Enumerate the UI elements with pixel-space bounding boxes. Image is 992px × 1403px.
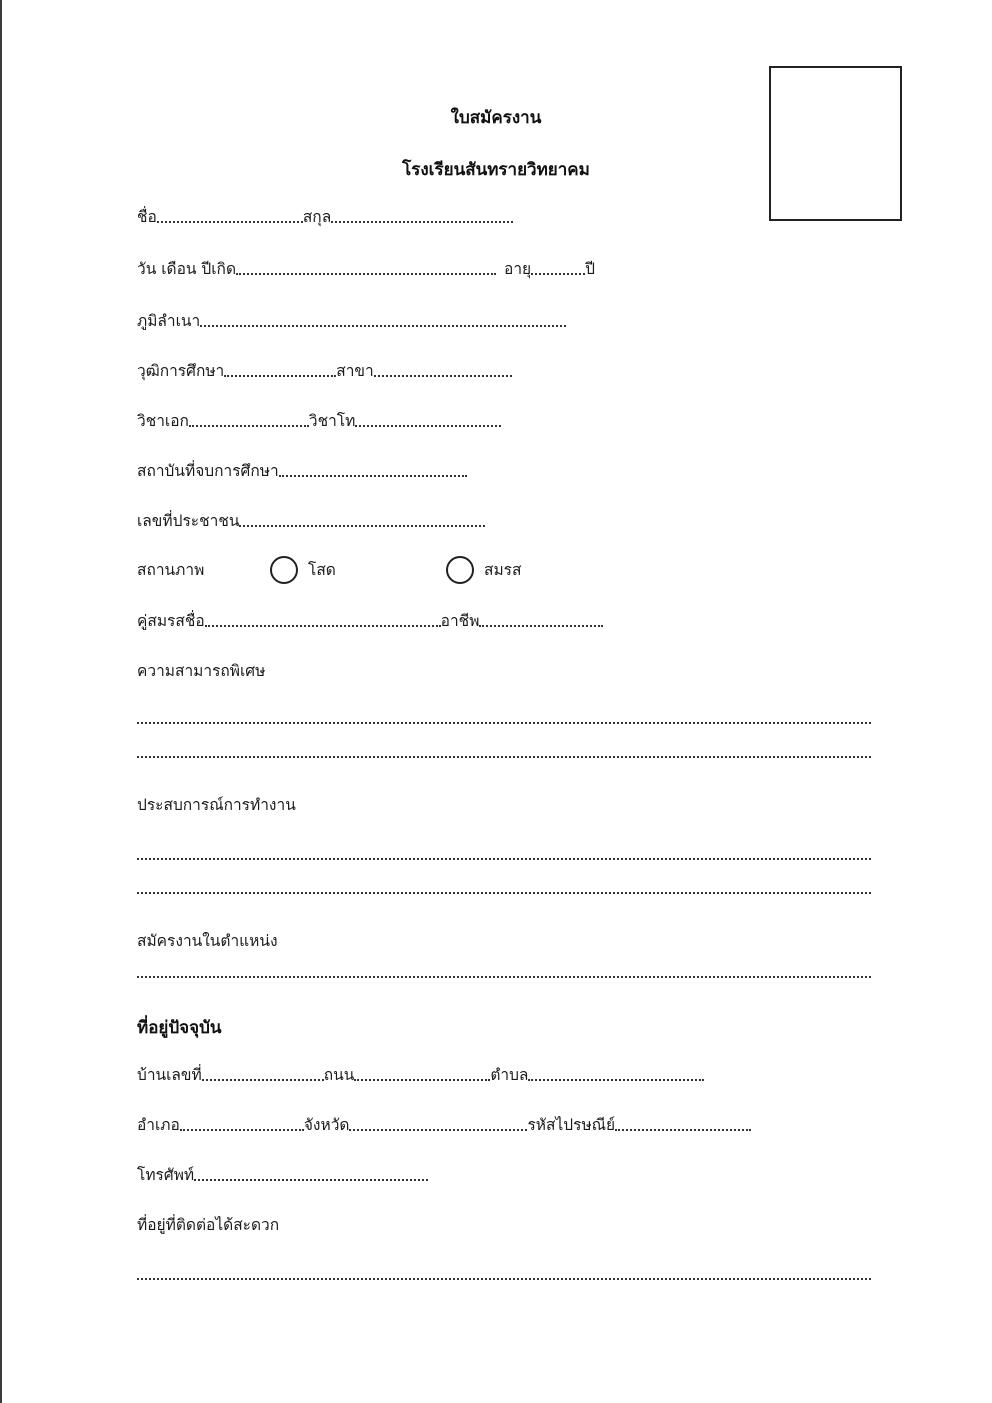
birthdate-row: [137, 256, 595, 280]
major-minor-row: [137, 408, 501, 432]
district-label: อำเภอ: [137, 1116, 180, 1134]
current-address-heading: ที่อยู่ปัจจุบัน: [137, 1018, 222, 1038]
subdistrict-label: ตำบล: [490, 1066, 529, 1084]
minor-label: วิชาโท: [308, 412, 356, 430]
work-experience-row: [137, 792, 296, 816]
work-experience-label: ประสบการณ์การทำงาน: [137, 796, 296, 814]
phone-input-line[interactable]: [194, 1175, 428, 1181]
id-number-label: เลขที่ประชาชน: [137, 512, 240, 530]
district-input-line[interactable]: [180, 1125, 304, 1131]
married-label: สมรส: [484, 561, 522, 579]
institution-input-line[interactable]: [279, 471, 467, 477]
spouse-name-label: คู่สมรสชื่อ: [137, 612, 205, 630]
address-row-1: [137, 1062, 704, 1086]
phone-label: โทรศัพท์: [137, 1166, 195, 1184]
education-row: [137, 358, 512, 382]
position-label: สมัครงานในตำแหน่ง: [137, 932, 278, 950]
institution-label: สถาบันที่จบการศึกษา: [137, 462, 279, 480]
special-skills-row: [137, 658, 265, 682]
form-title: ใบสมัครงาน: [450, 108, 542, 128]
special-skills-label: ความสามารถพิเศษ: [137, 662, 266, 680]
surname-input-line[interactable]: [331, 217, 513, 223]
branch-input-line[interactable]: [374, 371, 512, 377]
special-skills-line-1[interactable]: [137, 718, 871, 724]
age-label: อายุ: [504, 260, 532, 278]
special-skills-line-2[interactable]: [137, 752, 871, 758]
contact-address-line[interactable]: [137, 1274, 871, 1280]
age-input-line[interactable]: [531, 269, 585, 275]
province-input-line[interactable]: [349, 1125, 527, 1131]
id-number-input-line[interactable]: [239, 521, 485, 527]
single-radio[interactable]: [270, 556, 298, 584]
photo-box: [769, 66, 902, 221]
minor-input-line[interactable]: [355, 421, 501, 427]
contact-address-label: ที่อยู่ที่ติดต่อได้สะดวก: [137, 1216, 280, 1234]
birthdate-label: วัน เดือน ปีเกิด: [137, 260, 237, 278]
spouse-row: [137, 608, 603, 632]
hometown-label: ภูมิลำเนา: [137, 312, 201, 330]
branch-label: สาขา: [336, 362, 374, 380]
institution-row: [137, 458, 467, 482]
position-row: [137, 928, 278, 952]
province-label: จังหวัด: [303, 1116, 350, 1134]
surname-label: สกุล: [302, 208, 332, 226]
road-label: ถนน: [323, 1066, 355, 1084]
single-label: โสด: [308, 561, 336, 579]
address-row-2: [137, 1112, 751, 1136]
position-line[interactable]: [137, 972, 871, 978]
house-no-label: บ้านเลขที่: [137, 1066, 202, 1084]
name-input-line[interactable]: [157, 217, 303, 223]
occupation-label: อาชีพ: [440, 612, 480, 630]
hometown-input-line[interactable]: [200, 321, 566, 327]
postcode-label: รหัสไปรษณีย์: [527, 1116, 616, 1134]
work-experience-line-2[interactable]: [137, 888, 871, 894]
status-row: [137, 554, 521, 586]
work-experience-line-1[interactable]: [137, 854, 871, 860]
id-number-row: [137, 508, 485, 532]
education-input-line[interactable]: [224, 371, 336, 377]
page-edge: [0, 0, 2, 1403]
hometown-row: [137, 308, 566, 332]
subdistrict-input-line[interactable]: [528, 1075, 704, 1081]
name-row: [137, 204, 513, 228]
phone-row: [137, 1162, 428, 1186]
birthdate-input-line[interactable]: [236, 269, 496, 275]
married-radio[interactable]: [446, 556, 474, 584]
occupation-input-line[interactable]: [479, 621, 603, 627]
road-input-line[interactable]: [354, 1075, 490, 1081]
house-no-input-line[interactable]: [202, 1075, 324, 1081]
status-label: สถานภาพ: [137, 561, 205, 579]
contact-address-row: [137, 1212, 279, 1236]
major-input-line[interactable]: [189, 421, 309, 427]
name-label: ชื่อ: [137, 208, 157, 226]
school-name: โรงเรียนสันทรายวิทยาคม: [402, 160, 590, 180]
spouse-name-input-line[interactable]: [205, 621, 441, 627]
education-label: วุฒิการศึกษา: [137, 362, 225, 380]
age-unit: ปี: [585, 260, 595, 278]
major-label: วิชาเอก: [137, 412, 189, 430]
postcode-input-line[interactable]: [615, 1125, 751, 1131]
